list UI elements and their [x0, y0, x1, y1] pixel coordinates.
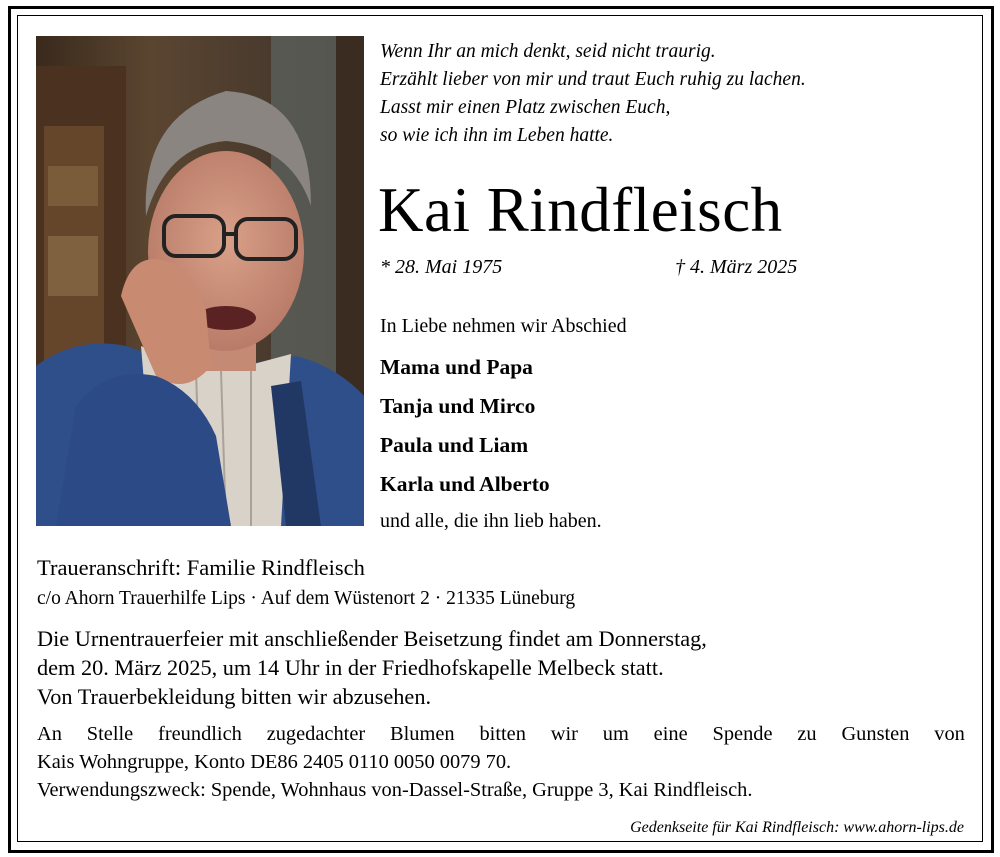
memorial-page-link: Gedenkseite für Kai Rindfleisch: www.ahorn-lips.de — [630, 819, 964, 836]
mourners-list — [380, 348, 550, 504]
farewell-intro: In Liebe nehmen wir Abschied — [380, 315, 627, 337]
donation-word: bitten — [479, 723, 526, 745]
donation-word: von — [934, 723, 965, 745]
donation-word: An — [37, 723, 62, 745]
donation-line: Verwendungszweck: Spende, Wohnhaus von-Dassel-Straße, Gruppe 3, Kai Rindfleisch. — [37, 779, 753, 801]
address-line: c/o Ahorn Trauerhilfe Lips · Auf dem Wüstenort 2 · 21335 Lüneburg — [37, 588, 576, 609]
donation-word: eine — [653, 723, 688, 745]
mourner-name: Mama und Papa — [380, 355, 533, 379]
portrait-photo — [36, 36, 364, 526]
donation-word: freundlich — [158, 723, 242, 745]
donation-word: Blumen — [390, 723, 455, 745]
donation-word: Spende — [712, 723, 773, 745]
poem-line: Lasst mir einen Platz zwischen Euch, — [380, 97, 671, 118]
poem-line: Erzählt lieber von mir und traut Euch ruhig zu lachen. — [380, 69, 806, 90]
birth-date: * 28. Mai 1975 — [380, 256, 503, 278]
donation-line: Kais Wohngruppe, Konto DE86 2405 0110 0050 0079 70. — [37, 751, 512, 773]
mourner-name: Tanja und Mirco — [380, 394, 536, 418]
donation-word: Stelle — [86, 723, 134, 745]
donation-word: um — [602, 723, 629, 745]
poem — [380, 38, 970, 150]
donation-word: wir — [550, 723, 578, 745]
ceremony-line: Die Urnentrauerfeier mit anschließender Beisetzung findet am Donnerstag, — [37, 626, 707, 651]
poem-line: Wenn Ihr an mich denkt, seid nicht traurig. — [380, 41, 716, 62]
ceremony-line: dem 20. März 2025, um 14 Uhr in der Friedhofskapelle Melbeck statt. — [37, 655, 664, 680]
ceremony-info — [37, 624, 707, 711]
address-title: Traueranschrift: Familie Rindfleisch — [37, 555, 365, 580]
donation-line — [37, 720, 965, 748]
mourners-closing: und alle, die ihn lieb haben. — [380, 510, 602, 532]
poem-line: so wie ich ihn im Leben hatte. — [380, 125, 614, 146]
donation-word: zugedachter — [266, 723, 366, 745]
ceremony-line: Von Trauerbekleidung bitten wir abzusehen. — [37, 684, 432, 709]
mourner-name: Karla und Alberto — [380, 472, 550, 496]
donation-info — [37, 720, 965, 804]
mourner-name: Paula und Liam — [380, 433, 529, 457]
death-date: † 4. März 2025 — [675, 256, 798, 278]
deceased-name: Kai Rindfleisch — [378, 175, 783, 245]
donation-word: zu — [797, 723, 817, 745]
donation-word: Gunsten — [841, 723, 910, 745]
